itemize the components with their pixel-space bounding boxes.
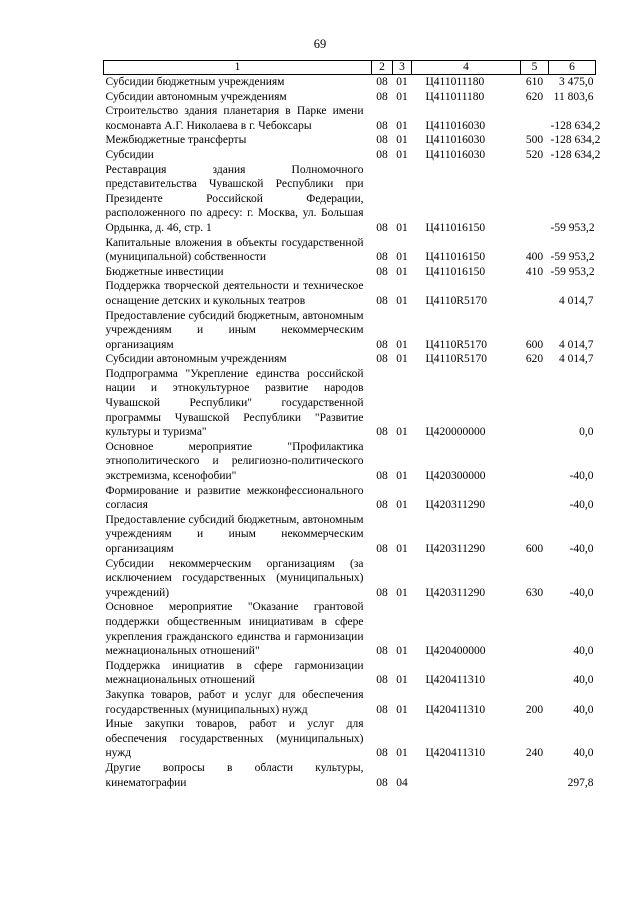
row-target-article: Ц420400000 [425, 645, 486, 658]
row-name: Межбюджетные трансферты [105, 134, 247, 147]
row-name: Основное мероприятие "Оказание грантовой поддержки общественным инициативам в сфере укрепления гражданского единства и гармонизации межнациональных отношений" [105, 601, 364, 658]
row-name: Подпрограмма "Укрепление единства российской нации и этнокультурное развитие народов Чувашской Республики" государственной программы Чувашской Республики "Развитие культуры и туризма" [105, 367, 364, 439]
row-target-article [412, 761, 521, 790]
row-subsection: 01 [396, 119, 408, 132]
row-section: 08 [376, 703, 388, 716]
table-row [104, 513, 596, 557]
row-amount: 11 803,6 [553, 90, 594, 103]
table-row [104, 104, 596, 133]
row-subsection: 01 [396, 674, 408, 687]
page-number: 69 [313, 37, 327, 51]
row-name: Закупка товаров, работ и услуг для обеспечения государственных (муниципальных) нужд [105, 688, 364, 716]
row-subsection: 01 [396, 251, 408, 264]
row-expense-type: 620 [525, 353, 544, 366]
row-name: Субсидии бюджетным учреждениям [105, 76, 285, 88]
row-name: Предоставление субсидий бюджетным, автономным учреждениям и иным некоммерческим организациям [105, 513, 364, 555]
row-expense-type: 600 [525, 543, 544, 555]
row-expense-type: 500 [525, 134, 544, 147]
row-expense-type: 240 [525, 747, 544, 760]
row-subsection: 01 [396, 134, 408, 147]
row-target-article: Ц420300000 [425, 470, 486, 483]
row-section: 08 [376, 776, 388, 789]
row-name: Субсидии автономным учреждениям [105, 90, 287, 103]
row-subsection: 01 [396, 221, 408, 234]
row-name: Субсидии автономным учреждениям [105, 353, 287, 366]
row-name: Основное мероприятие "Профилактика этнополитического и религиозно-политического экстремизма, ксенофобии" [105, 440, 364, 483]
row-expense-type [521, 484, 549, 513]
row-subsection: 01 [396, 148, 408, 161]
row-name: Предоставление субсидий бюджетным, автономным учреждениям и иным некоммерческим организациям [105, 309, 364, 351]
row-subsection: 01 [396, 294, 408, 307]
row-amount: 40,0 [573, 674, 594, 687]
row-subsection: 01 [396, 747, 408, 760]
row-target-article: Ц420311290 [425, 586, 486, 599]
row-subsection: 01 [396, 645, 408, 658]
table-row [104, 367, 596, 440]
table-row [104, 148, 596, 163]
row-target-article: Ц411016030 [425, 119, 486, 132]
row-amount: 4 014,7 [559, 338, 594, 351]
row-amount: -59 953,2 [550, 221, 595, 234]
row-amount: 297,8 [567, 776, 594, 789]
column-header: 3 [393, 61, 412, 75]
row-subsection: 01 [396, 353, 408, 366]
row-expense-type: 610 [525, 76, 544, 88]
row-name: Строительство здания планетария в Парке имени космонавта А.Г. Николаева в г. Чебоксары [105, 105, 364, 132]
row-target-article: Ц420311290 [425, 543, 486, 555]
table-row [104, 279, 596, 308]
row-target-article: Ц411016150 [425, 221, 486, 234]
row-section: 08 [376, 294, 388, 307]
row-target-article: Ц411011180 [425, 90, 485, 103]
row-name: Другие вопросы в области культуры, кинематографии [105, 761, 364, 789]
table-row [104, 75, 596, 90]
row-subsection: 04 [396, 776, 408, 789]
row-expense-type: 630 [525, 586, 544, 599]
table-row [104, 236, 596, 265]
row-amount: 40,0 [573, 645, 594, 658]
row-target-article: Ц411016030 [425, 134, 486, 147]
table-row [104, 717, 596, 761]
table-row [104, 163, 596, 236]
row-name: Субсидии некоммерческим организациям (за исключением государственных (муниципальных) учреждений) [105, 557, 364, 599]
row-section: 08 [376, 338, 388, 351]
row-amount: -59 953,2 [550, 265, 595, 278]
row-name: Формирование и развитие межконфессионального согласия [105, 484, 364, 512]
row-section: 08 [376, 353, 388, 366]
row-target-article: Ц420311290 [425, 499, 486, 512]
row-target-article: Ц420000000 [425, 426, 486, 439]
row-expense-type [521, 163, 549, 236]
row-subsection: 01 [396, 543, 408, 555]
row-subsection: 01 [396, 470, 408, 483]
column-header: 5 [521, 61, 549, 75]
row-amount: 4 014,7 [559, 294, 594, 307]
row-expense-type: 410 [525, 265, 544, 278]
row-amount: 0,0 [579, 426, 594, 439]
row-subsection: 01 [396, 586, 408, 599]
row-name: Бюджетные инвестиции [105, 265, 224, 278]
column-header: 1 [104, 61, 372, 75]
row-section: 08 [376, 470, 388, 483]
table-row [104, 484, 596, 513]
row-section: 08 [376, 499, 388, 512]
table-row [104, 600, 596, 658]
row-section: 08 [376, 90, 388, 103]
row-expense-type: 400 [525, 251, 544, 264]
column-header: 6 [549, 61, 596, 75]
row-amount: 40,0 [573, 703, 594, 716]
row-section: 08 [376, 119, 388, 132]
row-section: 08 [376, 426, 388, 439]
row-expense-type: 600 [525, 338, 544, 351]
column-header: 2 [372, 61, 393, 75]
table-row [104, 133, 596, 148]
row-section: 08 [376, 543, 388, 555]
table-row [104, 761, 596, 790]
row-amount: -128 634,2 [550, 134, 601, 147]
table-header-row [104, 61, 596, 75]
row-amount: 4 014,7 [559, 353, 594, 366]
table-row [104, 440, 596, 484]
row-amount: -40,0 [569, 543, 594, 555]
budget-table [103, 60, 601, 790]
row-target-article: Ц420411310 [425, 674, 486, 687]
row-expense-type [521, 659, 549, 688]
table-row [104, 90, 596, 105]
row-section: 08 [376, 251, 388, 264]
row-name: Капитальные вложения в объекты государственной (муниципальной) собственности [105, 236, 364, 264]
row-target-article: Ц4110R5170 [425, 294, 488, 307]
row-target-article: Ц411016030 [425, 148, 486, 161]
row-section: 08 [376, 586, 388, 599]
row-target-article: Ц411016150 [425, 265, 486, 278]
row-name: Поддержка творческой деятельности и техническое оснащение детских и кукольных театров [105, 280, 364, 307]
row-target-article: Ц411011180 [425, 76, 485, 88]
row-section: 08 [376, 148, 388, 161]
row-subsection: 01 [396, 499, 408, 512]
row-expense-type [521, 367, 549, 440]
row-subsection: 01 [396, 76, 408, 88]
row-amount: -128 634,2 [550, 119, 601, 132]
row-section: 08 [376, 76, 388, 88]
table-row [104, 557, 596, 601]
column-header: 4 [412, 61, 521, 75]
row-target-article: Ц420411310 [425, 747, 486, 760]
row-expense-type [521, 279, 549, 308]
row-amount: -128 634,2 [550, 148, 601, 161]
row-expense-type: 200 [525, 703, 544, 716]
row-subsection: 01 [396, 90, 408, 103]
table-row [104, 352, 596, 367]
table-row [104, 265, 596, 280]
row-expense-type: 620 [525, 90, 544, 103]
row-expense-type [521, 600, 549, 658]
row-expense-type: 520 [525, 148, 544, 161]
row-target-article: Ц411016150 [425, 251, 486, 264]
row-amount: -40,0 [569, 586, 594, 599]
row-amount: -59 953,2 [550, 251, 595, 264]
table-row [104, 688, 596, 717]
row-amount: 3 475,0 [559, 76, 594, 88]
row-name: Поддержка инициатив в сфере гармонизации межнациональных отношений [105, 659, 364, 687]
row-target-article: Ц4110R5170 [425, 353, 488, 366]
row-expense-type [521, 761, 549, 790]
row-section: 08 [376, 747, 388, 760]
row-name: Иные закупки товаров, работ и услуг для обеспечения государственных (муниципальных) нужд [105, 718, 364, 760]
row-section: 08 [376, 265, 388, 278]
row-name: Субсидии [105, 148, 154, 161]
table-row [104, 309, 596, 353]
row-expense-type [521, 104, 549, 133]
row-target-article: Ц420411310 [425, 703, 486, 716]
row-name: Реставрация здания Полномочного представительства Чувашской Республики при Президенте Российской Федерации, расположенного по адресу: г. Москва, ул. Большая Ордынка, д. 46, стр. 1 [105, 163, 364, 234]
row-subsection: 01 [396, 265, 408, 278]
row-amount: -40,0 [569, 470, 594, 483]
row-section: 08 [376, 645, 388, 658]
row-subsection: 01 [396, 703, 408, 716]
row-amount: 40,0 [573, 747, 594, 760]
row-section: 08 [376, 134, 388, 147]
row-target-article: Ц4110R5170 [425, 338, 488, 351]
table-row [104, 659, 596, 688]
row-section: 08 [376, 674, 388, 687]
row-subsection: 01 [396, 338, 408, 351]
row-amount: -40,0 [569, 499, 594, 512]
row-expense-type [521, 440, 549, 484]
row-section: 08 [376, 221, 388, 234]
row-subsection: 01 [396, 426, 408, 439]
